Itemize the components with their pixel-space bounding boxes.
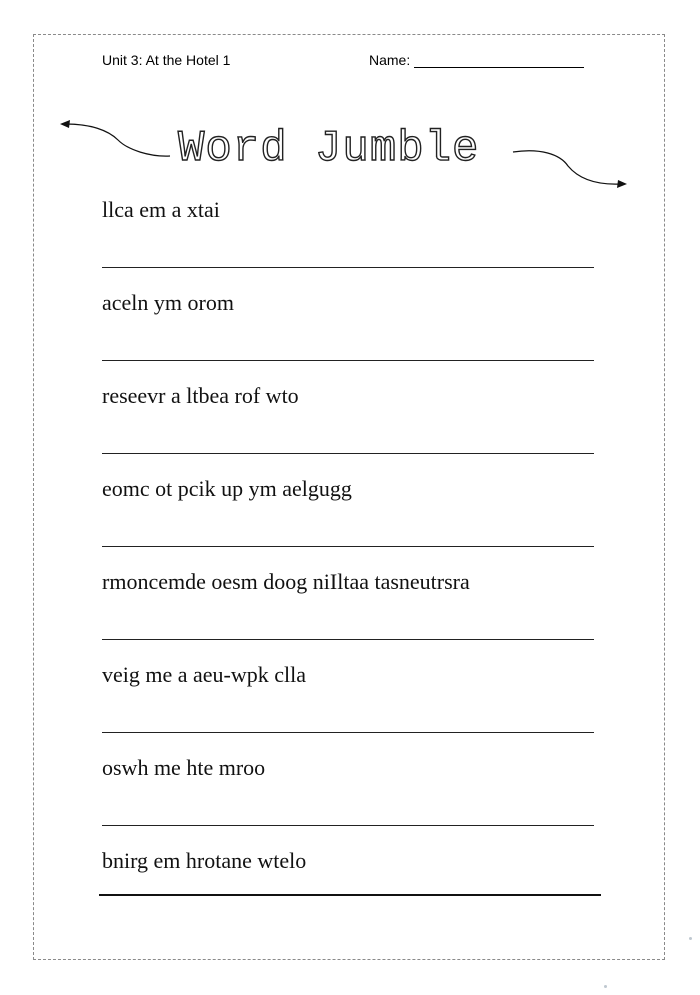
jumble-text: oswh me hte mroo xyxy=(102,755,266,780)
title-text: Word Jumble xyxy=(178,124,480,174)
answer-line xyxy=(102,267,594,268)
jumble-item xyxy=(102,849,602,873)
name-field xyxy=(369,52,584,68)
jumble-item xyxy=(102,570,602,594)
jumble-item xyxy=(102,291,602,315)
jumble-item xyxy=(102,663,602,687)
answer-line xyxy=(102,360,594,361)
answer-line xyxy=(102,639,594,640)
name-label: Name: xyxy=(369,52,411,68)
unit-label: Unit 3: At the Hotel 1 xyxy=(102,52,231,68)
jumble-item xyxy=(102,477,602,501)
name-blank-line xyxy=(414,53,584,68)
jumble-item xyxy=(102,756,602,780)
worksheet-title xyxy=(178,124,479,174)
jumble-text: veig me a aeu-wpk clla xyxy=(102,662,307,687)
jumble-text: aceln ym orom xyxy=(102,290,234,315)
jumble-item xyxy=(102,198,602,222)
jumble-item xyxy=(102,384,602,408)
jumble-text: bnirg em hrotane wtelo xyxy=(102,848,307,873)
answer-line xyxy=(102,546,594,547)
answer-line xyxy=(102,453,594,454)
jumble-text: rmoncemde oesm doog niIltaa tasneutrsra xyxy=(102,569,470,594)
decorative-dot xyxy=(689,937,692,940)
jumble-text: eomc ot pcik up ym aelgugg xyxy=(102,476,352,501)
answer-line xyxy=(99,894,601,896)
answer-line xyxy=(102,732,594,733)
jumble-text: llca em a xtai xyxy=(102,197,220,222)
jumble-text: reseevr a ltbea rof wto xyxy=(102,383,299,408)
decorative-dot xyxy=(604,985,607,988)
answer-line xyxy=(102,825,594,826)
